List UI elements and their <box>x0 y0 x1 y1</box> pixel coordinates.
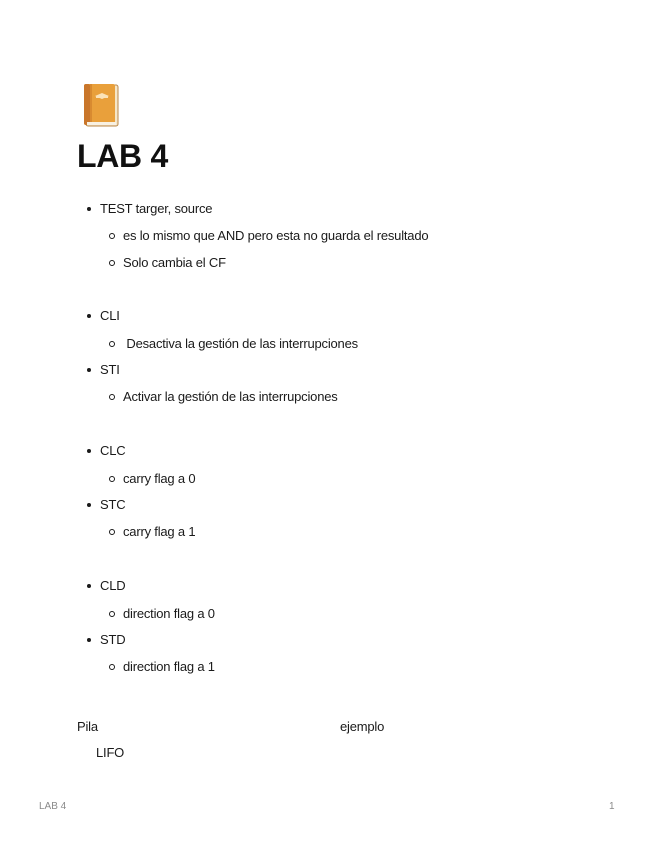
bullet-circle <box>109 611 115 617</box>
sub-item-label: direction flag a 1 <box>123 659 215 674</box>
list-item-clc <box>100 442 125 460</box>
list-item-label: STD <box>100 632 126 647</box>
table-header-ejemplo: ejemplo <box>340 719 385 734</box>
bullet-circle <box>109 341 115 347</box>
list-item-stc <box>100 496 125 514</box>
list-item-label: CLI <box>100 308 120 323</box>
sub-item <box>123 227 428 245</box>
sub-item-label: carry flag a 1 <box>123 524 196 539</box>
list-item-cld <box>100 577 125 595</box>
sub-item-label: es lo mismo que AND pero esta no guarda el resultado <box>123 228 429 243</box>
sub-item-label: Desactiva la gestión de las interrupciones <box>123 336 358 351</box>
sub-item <box>123 470 195 488</box>
footer-title: LAB 4 <box>39 801 67 812</box>
sub-item <box>123 523 195 541</box>
bullet-circle <box>109 233 115 239</box>
sub-item <box>123 388 338 406</box>
page-title: LAB 4 <box>77 138 168 174</box>
bullet-circle <box>109 394 115 400</box>
list-item-test <box>100 200 212 218</box>
bullet-circle <box>109 476 115 482</box>
bullet-disc <box>87 368 91 372</box>
list-item-sti <box>100 361 120 379</box>
sub-item <box>123 658 215 676</box>
sub-item-label: Activar la gestión de las interrupciones <box>123 389 338 404</box>
list-item-label: TEST targer, source <box>100 201 213 216</box>
sub-item-label: Solo cambia el CF <box>123 255 226 270</box>
bullet-disc <box>87 314 91 318</box>
table-header-pila: Pila <box>77 719 98 734</box>
sub-item-label: direction flag a 0 <box>123 606 215 621</box>
list-item-cli <box>100 307 120 325</box>
table-cell-lifo: LIFO <box>96 745 125 760</box>
list-item-label: CLD <box>100 578 126 593</box>
sub-item <box>123 605 215 623</box>
bullet-disc <box>87 503 91 507</box>
bullet-disc <box>87 638 91 642</box>
bullet-disc <box>87 584 91 588</box>
list-item-label: STI <box>100 362 120 377</box>
bullet-disc <box>87 449 91 453</box>
bullet-circle <box>109 529 115 535</box>
list-item-std <box>100 631 125 649</box>
list-item-label: STC <box>100 497 126 512</box>
sub-item-label: carry flag a 0 <box>123 471 196 486</box>
page-number: 1 <box>609 801 615 812</box>
bullet-circle <box>109 260 115 266</box>
bullet-disc <box>87 207 91 211</box>
notebook-icon <box>83 84 119 127</box>
sub-item <box>123 254 226 272</box>
bullet-circle <box>109 664 115 670</box>
sub-item <box>123 335 358 353</box>
list-item-label: CLC <box>100 443 126 458</box>
